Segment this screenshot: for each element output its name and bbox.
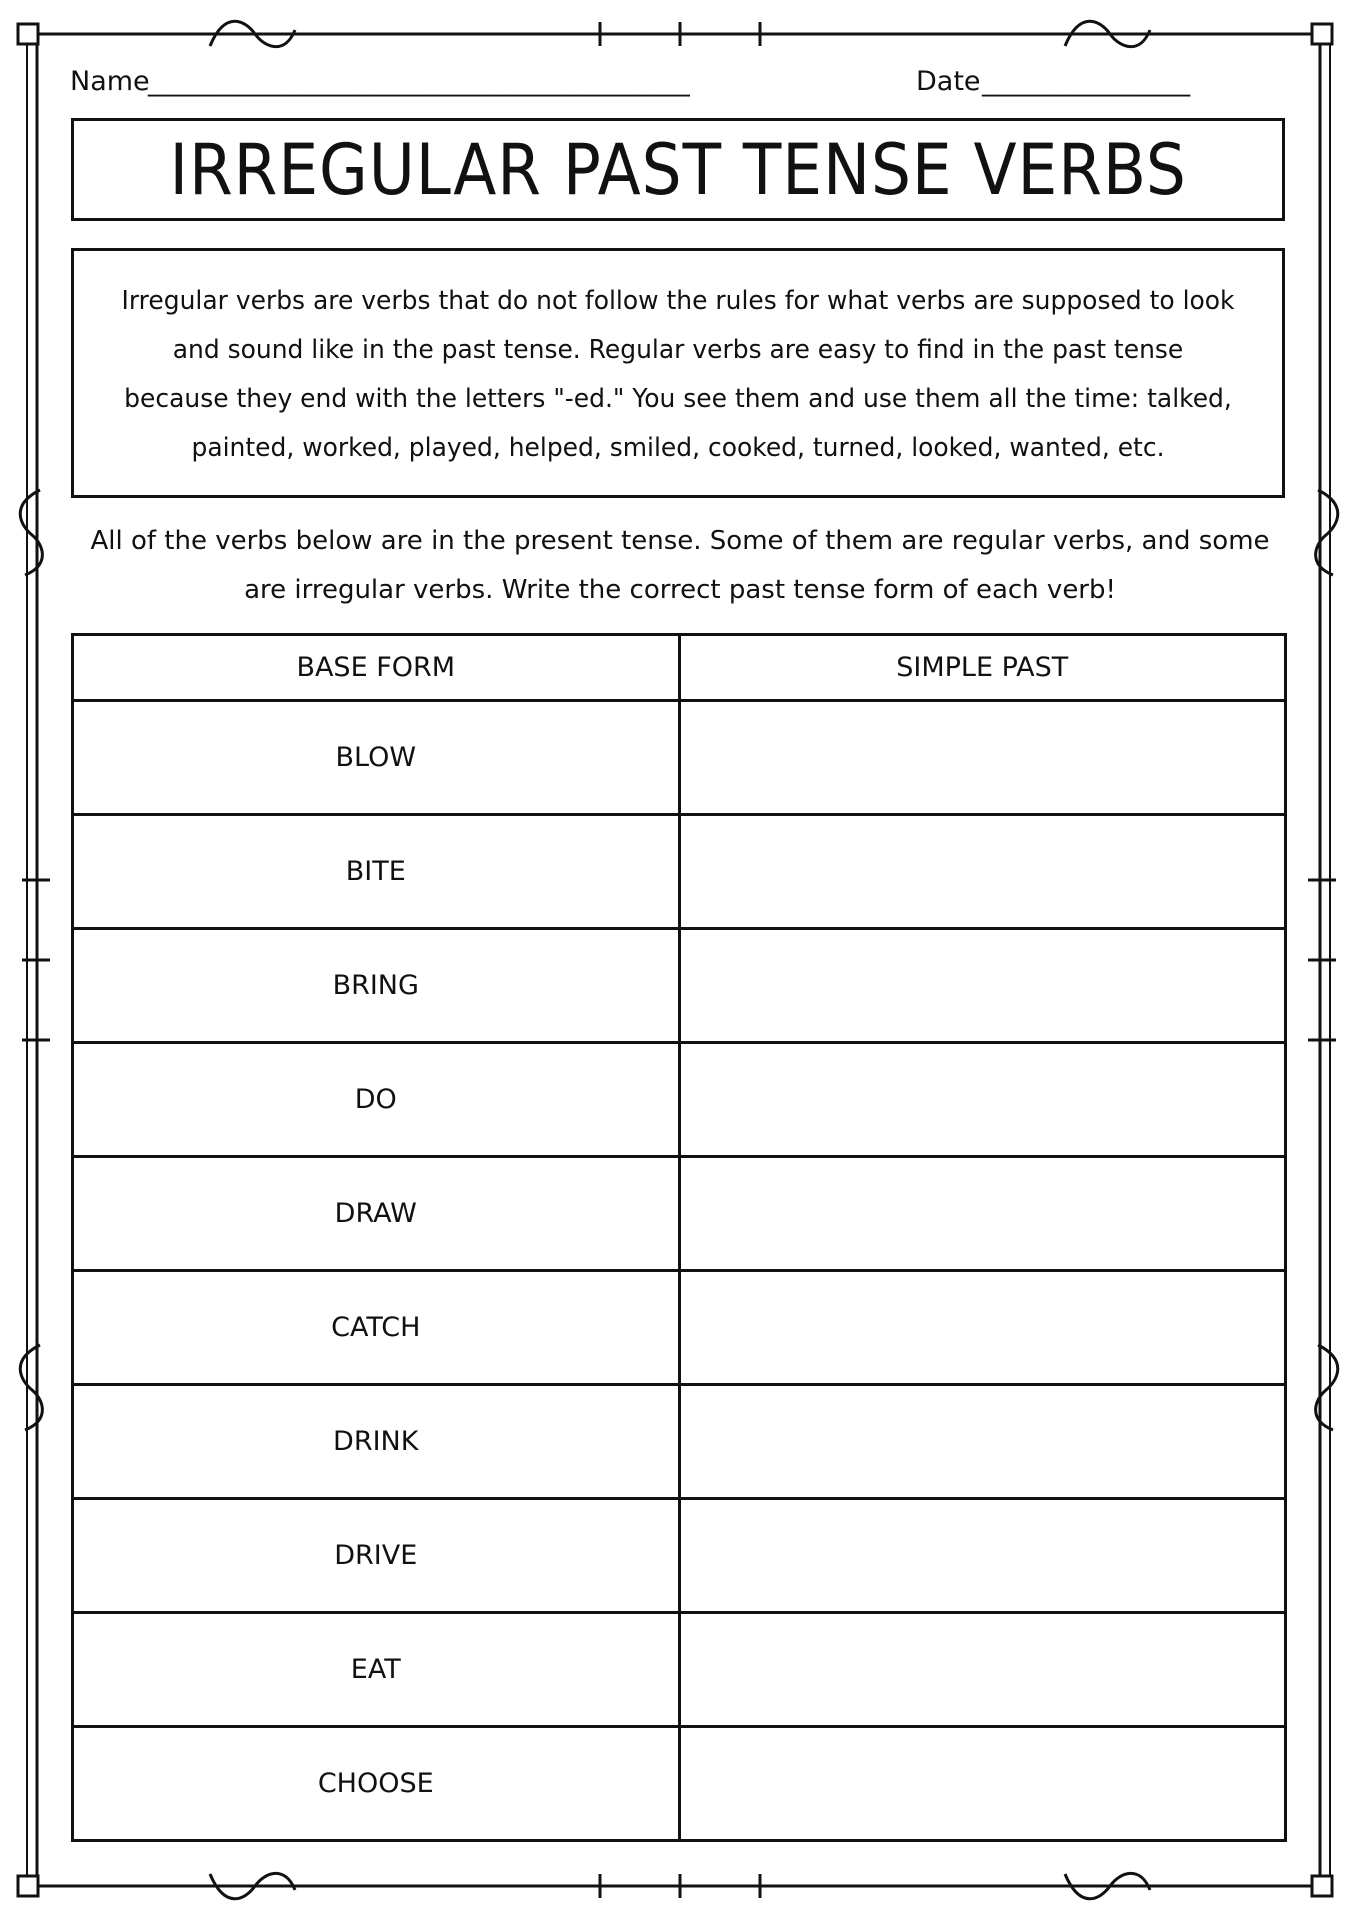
table-header-row <box>73 635 1286 701</box>
simple-past-answer-cell[interactable] <box>679 1613 1286 1727</box>
base-form-cell: EAT <box>73 1613 680 1727</box>
intro-text: Irregular verbs are verbs that do not follow the rules for what verbs are supposed to look and sound like in the past tense. Regular verbs are easy to find in the past tense because they end with the letters "-ed." You see them and use them all the time: talked, painted, worked, played, helped, smiled, cooked, turned, looked, wanted, etc. <box>121 286 1235 463</box>
verb-table <box>71 633 1287 1842</box>
title-box <box>71 118 1285 221</box>
table-row <box>73 815 1286 929</box>
base-form-cell: DRAW <box>73 1157 680 1271</box>
name-field-line[interactable]: _______________________________________ <box>148 66 691 97</box>
base-form-cell: CATCH <box>73 1271 680 1385</box>
simple-past-answer-cell[interactable] <box>679 1157 1286 1271</box>
simple-past-answer-cell[interactable] <box>679 1499 1286 1613</box>
table-row <box>73 1385 1286 1499</box>
table-row <box>73 701 1286 815</box>
simple-past-answer-cell[interactable] <box>679 929 1286 1043</box>
base-form-cell: DRINK <box>73 1385 680 1499</box>
page-title: IRREGULAR PAST TENSE VERBS <box>169 128 1187 211</box>
table-row <box>73 1271 1286 1385</box>
date-label: Date <box>916 66 981 97</box>
base-form-cell: CHOOSE <box>73 1727 680 1841</box>
date-field-line[interactable]: _______________ <box>982 66 1191 97</box>
simple-past-answer-cell[interactable] <box>679 1271 1286 1385</box>
table-row <box>73 1613 1286 1727</box>
simple-past-answer-cell[interactable] <box>679 1727 1286 1841</box>
simple-past-answer-cell[interactable] <box>679 1385 1286 1499</box>
base-form-cell: BLOW <box>73 701 680 815</box>
table-row <box>73 1499 1286 1613</box>
base-form-cell: DRIVE <box>73 1499 680 1613</box>
name-label: Name <box>70 66 150 97</box>
table-row <box>73 1157 1286 1271</box>
simple-past-answer-cell[interactable] <box>679 815 1286 929</box>
table-row <box>73 1043 1286 1157</box>
column-header-simple-past: SIMPLE PAST <box>679 635 1286 701</box>
intro-box <box>71 248 1285 498</box>
simple-past-answer-cell[interactable] <box>679 1043 1286 1157</box>
table-row <box>73 1727 1286 1841</box>
table-row <box>73 929 1286 1043</box>
base-form-cell: BRING <box>73 929 680 1043</box>
simple-past-answer-cell[interactable] <box>679 701 1286 815</box>
column-header-base-form: BASE FORM <box>73 635 680 701</box>
name-date-row <box>70 66 1290 106</box>
base-form-cell: BITE <box>73 815 680 929</box>
instructions-text: All of the verbs below are in the present tense. Some of them are regular verbs, and some are irregular verbs. Write the correct past tense form of each verb! <box>90 526 1270 605</box>
base-form-cell: DO <box>73 1043 680 1157</box>
